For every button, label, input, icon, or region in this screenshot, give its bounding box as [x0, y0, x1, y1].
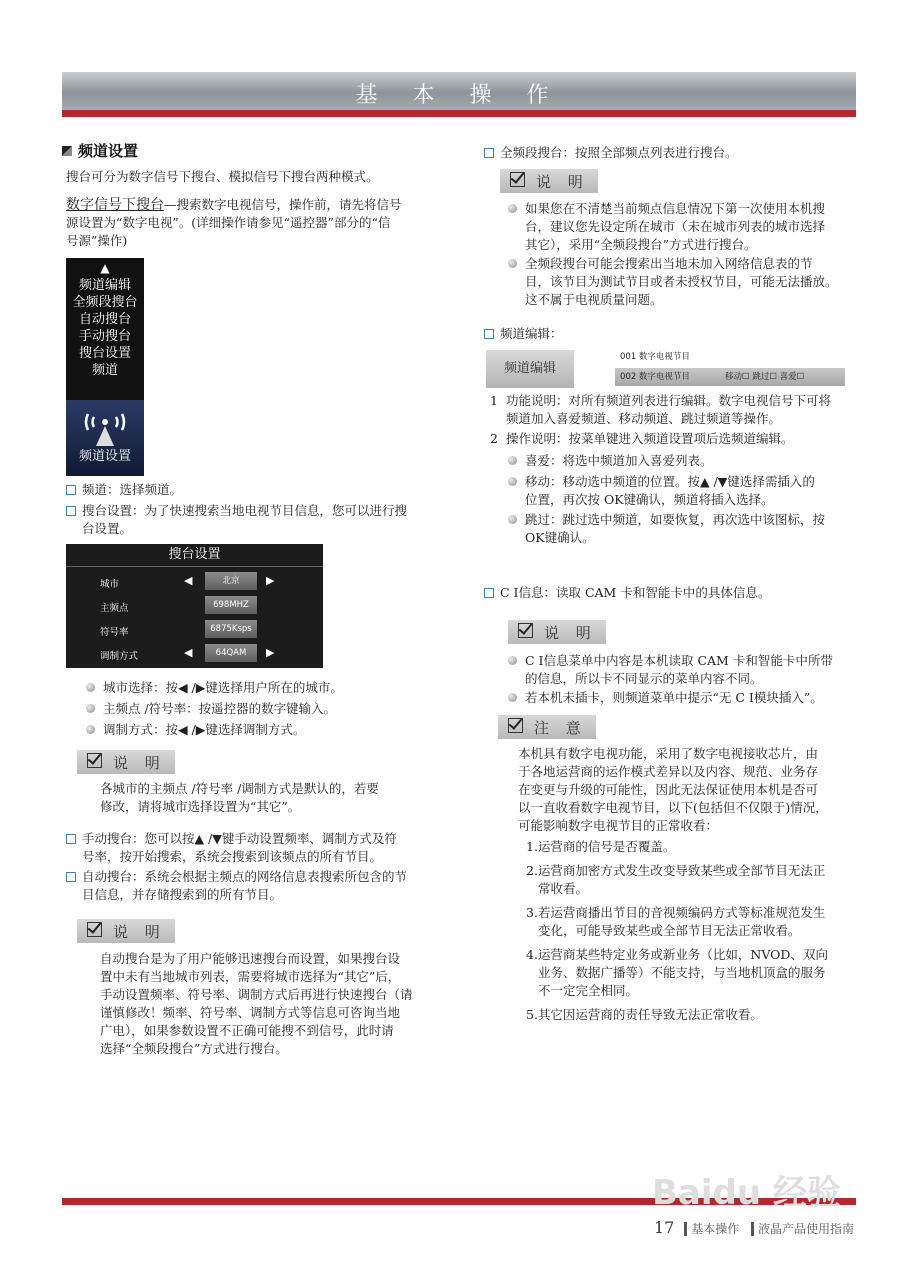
checkbox-icon — [87, 922, 102, 937]
row-label: 主频点 — [100, 603, 129, 614]
attention-text: 本机具有数字电视功能，采用了数字电视接收芯片，由 于各地运营商的运作模式差异以及内容、规范、业务存 在变更与升级的可能性，因此无法保证使用本机是否可 以一直收看数字电视节目，以下(包括但不仅限于)情况， 可能影响数字电视节目的正常收看： — [518, 746, 828, 833]
footer-manual: 液晶产品使用指南 — [751, 1222, 854, 1236]
square-bullet-icon — [484, 588, 494, 598]
footer-section: 基本操作 — [684, 1222, 739, 1236]
section-bullet-icon — [62, 146, 72, 156]
round-bullet-icon — [508, 515, 517, 524]
arrow-right-icon[interactable]: ▶ — [266, 574, 275, 587]
menu-item[interactable]: 手动搜台 — [78, 329, 131, 344]
round-bullet-icon — [508, 477, 517, 486]
op-skip: 跳过：跳过选中频道，如要恢复，再次选中该图标，按 OK键确认。 — [508, 511, 825, 547]
round-bullet-icon — [86, 725, 95, 734]
modulation-value[interactable]: 64QAM — [205, 644, 257, 662]
square-bullet-icon — [484, 148, 494, 158]
bullet-channel: 频道：选择频道。 — [66, 481, 182, 499]
page-title: 基 本 操 作 — [355, 83, 563, 108]
desc-modulation: 调制方式：按◀ /▶键选择调制方式。 — [86, 721, 305, 739]
round-bullet-icon — [508, 204, 517, 213]
list-item: 1.运营商的信号是否覆盖。 — [526, 839, 676, 854]
checkbox-icon — [518, 623, 533, 638]
header-red-bar — [62, 110, 856, 117]
channel-edit-box[interactable]: 频道编辑 — [486, 350, 574, 388]
menu-item[interactable]: 搜台设置 — [78, 346, 131, 361]
list-item: 5.其它因运营商的责任导致无法正常收看。 — [526, 1007, 763, 1022]
list-item: 3.若运营商播出节目的音视频编码方式等标准规范发生 — [526, 905, 826, 920]
note-fullscan-1: 如果您在不清楚当前频点信息情况下第一次使用本机搜 台，建议您先设定所在城市（未在城市列表的城市选择 其它），采用“全频段搜台”方式进行搜台。 — [508, 200, 825, 254]
op-favorite: 喜爱：将选中频道加入喜爱列表。 — [508, 452, 713, 470]
antenna-icon — [66, 400, 144, 452]
city-value[interactable]: 北京 — [205, 572, 257, 590]
header-banner — [62, 72, 856, 110]
square-bullet-icon — [66, 485, 76, 495]
arrow-left-icon[interactable]: ◀ — [184, 574, 193, 587]
baidu-watermark: Baidu 经验 — [652, 1173, 841, 1213]
round-bullet-icon — [508, 693, 517, 702]
round-bullet-icon — [86, 704, 95, 713]
round-bullet-icon — [86, 683, 95, 692]
arrow-left-icon[interactable]: ◀ — [184, 646, 193, 659]
round-bullet-icon — [508, 656, 517, 665]
menu-up-arrow: ▲ — [100, 261, 110, 275]
section-title: 频道设置 — [62, 140, 138, 161]
intro-text: 搜台可分为数字信号下搜台、模拟信号下搜台两种模式。 — [66, 169, 379, 184]
list-item: 2.运营商加密方式发生改变导致某些或全部节目无法正 — [526, 863, 826, 878]
menu-icon-tile — [66, 400, 144, 476]
op-move: 移动：移动选中频道的位置。按▲ /▼键选择需插入的 位置，再次按 OK键确认，频道将插入选择。 — [508, 473, 815, 509]
channel-menu — [66, 258, 144, 476]
table-title: 搜台设置 — [66, 544, 323, 567]
channel-row-selected[interactable]: 002 数字电视节目 移动☐ 跳过☐ 喜爱☐ — [615, 368, 845, 386]
note-box: 说 明 — [508, 620, 606, 644]
function-desc: 1 功能说明：对所有频道列表进行编辑。数字电视信号下可将 频道加入喜爱频道、移动频道、跳过频道等操作。 — [490, 393, 832, 426]
frequency-value[interactable]: 698MHZ — [205, 596, 257, 614]
menu-item[interactable]: 频道 — [91, 363, 118, 378]
arrow-right-icon[interactable]: ▶ — [266, 646, 275, 659]
square-bullet-icon — [66, 834, 76, 844]
symbol-rate-value[interactable]: 6875Ksps — [205, 620, 257, 638]
bullet-search-setup: 搜台设置：为了快速搜索当地电视节目信息，您可以进行搜 台设置。 — [66, 502, 407, 538]
digital-desc: 数字信号下搜台—搜索数字电视信号，操作前，请先将信号 源设置为“数字电视”。(详细操作请参见“遥控器”部分的“信 号源”操作) — [66, 197, 402, 248]
note-box: 说 明 — [500, 169, 598, 193]
page-number: 17 — [654, 1218, 675, 1237]
channel-row[interactable]: 001 数字电视节目 — [620, 352, 690, 362]
digital-heading: 数字信号下搜台 — [66, 197, 164, 213]
square-bullet-icon — [66, 506, 76, 516]
menu-item[interactable]: 全频段搜台 — [72, 295, 138, 310]
desc-city: 城市选择：按◀ /▶键选择用户所在的城市。 — [86, 679, 343, 697]
note1-text: 各城市的主频点 /符号率 /调制方式是默认的，若要 修改，请将城市选择设置为“其它”。 — [100, 781, 379, 814]
note2-text: 自动搜台是为了用户能够迅速搜台而设置，如果搜台设 置中未有当地城市列表，需要将城市选择为“其它”后， 手动设置频率、符号率、调制方式后再进行快速搜台（请 谨慎修改！频率、符号率、调制方式等信息可咨询当地 广电），如果参数设置不正确可能搜不到信号，此时请 选择“全频段搜台”方式进行搜台。 — [100, 951, 413, 1056]
note-ci-2: 若本机未插卡，则频道菜单中提示“无 C I模块插入”。 — [508, 689, 823, 707]
bullet-auto-search: 自动搜台：系统会根据主频点的网络信息表搜索所包含的节 目信息，并存储搜索到的所有节目。 — [66, 868, 407, 904]
note-box: 说 明 — [77, 750, 175, 774]
menu-item[interactable]: 频道编辑 — [78, 278, 131, 293]
round-bullet-icon — [508, 456, 517, 465]
operation-desc: 2 操作说明：按菜单键进入频道设置项后选频道编辑。 — [490, 431, 794, 446]
checkbox-icon — [510, 172, 525, 187]
round-bullet-icon — [508, 259, 517, 268]
search-setup-table — [66, 544, 323, 668]
full-scan-item: 全频段搜台：按照全部频点列表进行搜台。 — [484, 144, 738, 162]
checkbox-icon — [87, 753, 102, 768]
menu-item[interactable]: 自动搜台 — [78, 312, 131, 327]
row-label: 城市 — [100, 579, 120, 590]
square-bullet-icon — [484, 329, 494, 339]
row-label: 符号率 — [100, 627, 129, 638]
attention-box: 注 意 — [498, 715, 596, 739]
note-box: 说 明 — [77, 919, 175, 943]
note-fullscan-2: 全频段搜台可能会搜索出当地未加入网络信息表的节 目，该节目为测试节目或者未授权节目，可能无法播放。 这不属于电视质量问题。 — [508, 255, 838, 309]
desc-frequency: 主频点 /符号率：按遥控器的数字键输入。 — [86, 700, 336, 718]
bullet-manual-search: 手动搜台：您可以按▲ /▼键手动设置频率、调制方式及符 号率，按开始搜索，系统会搜索到该频点的所有节目。 — [66, 830, 397, 866]
row-label: 调制方式 — [100, 651, 139, 662]
list-item: 4.运营商某些特定业务或新业务（比如，NVOD、双向 — [526, 947, 828, 962]
channel-edit-heading: 频道编辑： — [484, 325, 563, 343]
channel-options: 移动☐ 跳过☐ 喜爱☐ — [725, 372, 805, 382]
attention-list: 1.运营商的信号是否覆盖。 2.运营商加密方式发生改变导致某些或全部节目无法正 常收看。 3.若运营商播出节目的音视频编码方式等标准规范发生 变化，可能导致某些或全部节目无法正常收看。 4.运营商某些特定业务或新业务（比如，NVOD、双向 业务、数据广播等）不能支持，与当地机顶盒的服务 不一定完全相同。 5.其它因运营商的责任导致无法正常收看。 — [526, 839, 828, 1022]
footer — [654, 1218, 854, 1237]
square-bullet-icon — [66, 872, 76, 882]
note-ci-1: C I信息菜单中内容是本机读取 CAM 卡和智能卡中所带 的信息，所以卡不同显示的菜单内容不同。 — [508, 652, 833, 688]
menu-icon-caption: 频道设置 — [78, 449, 131, 464]
ci-info-item: C I信息：读取 CAM 卡和智能卡中的具体信息。 — [484, 584, 770, 602]
checkbox-icon — [508, 718, 523, 733]
